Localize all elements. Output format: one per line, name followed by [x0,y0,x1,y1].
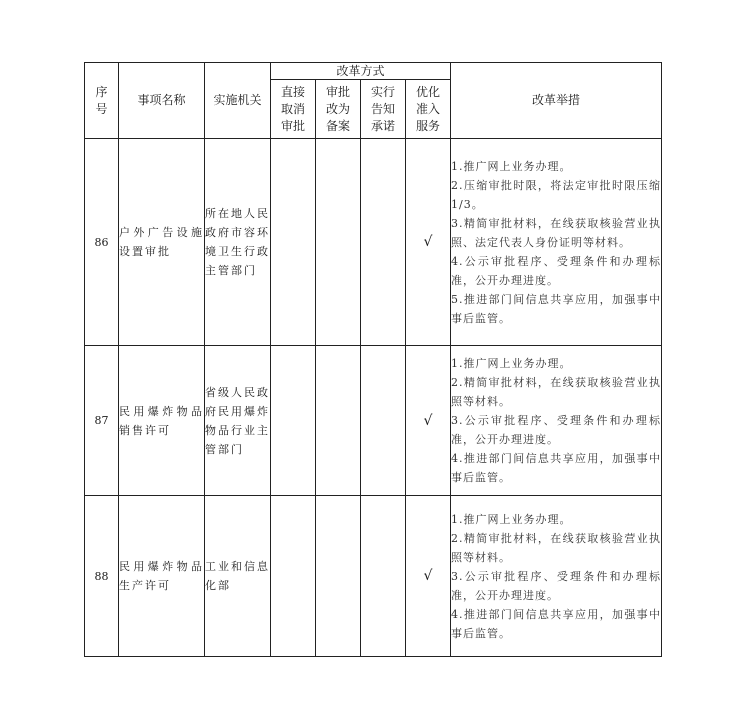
cell-cancel [271,346,316,496]
header-seq-char-2: 号 [95,101,108,116]
check-mark: √ [406,496,451,657]
row-number: 87 [85,346,119,496]
measure-item: 2.精简审批材料，在线获取核验营业执照等材料。 [451,531,662,564]
item-name: 民用爆炸物品销售许可 [119,346,205,496]
cell-filing [316,139,361,346]
header-item-name: 事项名称 [119,63,205,139]
header-agency: 实施机关 [205,63,271,139]
measure-item: 1.推广网上业务办理。 [451,512,572,526]
measure-item: 2.压缩审批时限，将法定审批时限压缩1/3。 [451,178,662,211]
header-method-cancel: 直接 取消 审批 [271,80,316,139]
measure-item: 4.公示审批程序、受理条件和办理标准，公开办理进度。 [451,254,662,287]
row-number: 86 [85,139,119,346]
header-method-filing: 审批 改为 备案 [316,80,361,139]
header-measures: 改革举措 [451,63,662,139]
cell-cancel [271,139,316,346]
agency: 所在地人民政府市容环境卫生行政主管部门 [205,139,271,346]
measure-item: 3.精简审批材料，在线获取核验营业执照、法定代表人身份证明等材料。 [451,216,662,249]
header-seq [85,63,119,139]
reform-measures [451,346,662,496]
measure-item: 4.推进部门间信息共享应用，加强事中事后监管。 [451,607,662,640]
cell-filing [316,346,361,496]
check-mark: √ [406,346,451,496]
cell-notification [361,139,406,346]
cell-notification [361,346,406,496]
cell-filing [316,496,361,657]
row-number: 88 [85,496,119,657]
agency: 工业和信息化部 [205,496,271,657]
reform-measures [451,496,662,657]
item-name: 民用爆炸物品生产许可 [119,496,205,657]
measure-item: 2.精简审批材料，在线获取核验营业执照等材料。 [451,376,662,408]
item-name: 户外广告设施设置审批 [119,139,205,346]
measure-item: 3.公示审批程序、受理条件和办理标准，公开办理进度。 [451,414,662,446]
header-method-optimize: 优化 准入 服务 [406,80,451,139]
cell-notification [361,496,406,657]
reform-measures [451,139,662,346]
table-row [85,346,662,496]
check-mark: √ [406,139,451,346]
header-seq-char-1: 序 [95,84,108,99]
cell-cancel [271,496,316,657]
header-reform-method: 改革方式 [271,63,451,80]
measure-item: 1.推广网上业务办理。 [451,159,572,173]
agency: 省级人民政府民用爆炸物品行业主管部门 [205,346,271,496]
measure-item: 5.推进部门间信息共享应用，加强事中事后监管。 [451,292,662,325]
measure-item: 1.推广网上业务办理。 [451,357,572,370]
measure-item: 4.推进部门间信息共享应用，加强事中事后监管。 [451,452,662,484]
table-row [85,139,662,346]
table-row [85,496,662,657]
reform-table [84,62,662,657]
header-method-notification: 实行 告知 承诺 [361,80,406,139]
measure-item: 3.公示审批程序、受理条件和办理标准，公开办理进度。 [451,569,662,602]
